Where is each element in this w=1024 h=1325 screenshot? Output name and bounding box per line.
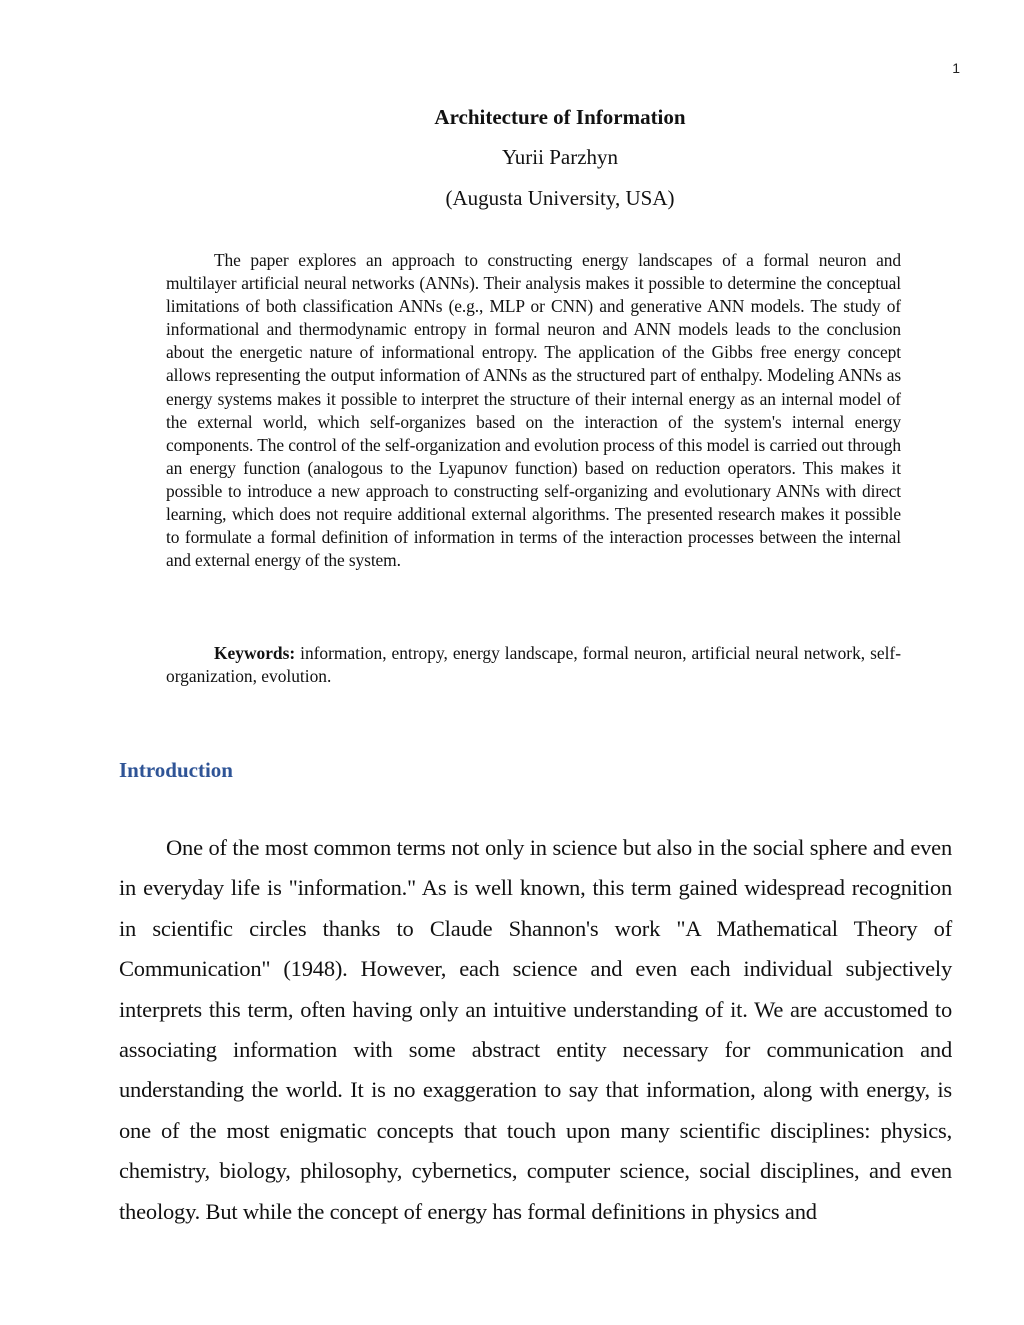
abstract: The paper explores an approach to constructing energy landscapes of a formal neuron and multilayer artificial neural networks (ANNs). Their analysis makes it possible to determine the conceptual limitations of both classification ANNs (e.g., MLP or CNN) and generative ANN models. The study of informational and thermodynamic entropy in formal neuron and ANN models leads to the conclusion about the energetic nature of informational entropy. The application of the Gibbs free energy concept allows representing the output information of ANNs as the structured part of enthalpy. Modeling ANNs as energy systems makes it possible to interpret the structure of their internal energy as an internal model of the external world, which self-organizes based on the interaction of the system's internal energy components. The control of the self-organization and evolution process of this model is carried out through an energy function (analogous to the Lyapunov function) based on reduction operators. This makes it possible to introduce a new approach to constructing self-organizing and evolutionary ANNs with direct learning, which does not require additional external algorithms. The presented research makes it possible to formulate a formal definition of information in terms of the interaction processes between the internal and external energy of the system. [166,250,901,571]
keywords-text: information, entropy, energy landscape, formal neuron, artificial neural network, self-organization, evolution. [166,643,901,687]
paper-title: Architecture of Information [434,105,686,129]
introduction-body: One of the most common terms not only in science but also in the social sphere and even in everyday life is "information." As is well known, this term gained widespread recognition in scientific circles thanks to Claude Shannon's work "A Mathematical Theory of Communication" (1948). However, each science and even each individual subjectively interprets this term, often having only an intuitive understanding of it. We are accustomed to associating information with some abstract entity necessary for communication and understanding the world. It is no exaggeration to say that information, along with energy, is one of the most enigmatic concepts that touch upon many scientific disciplines: physics, chemistry, biology, philosophy, cybernetics, computer science, social disciplines, and even theology. But while the concept of energy has formal definitions in physics and [119,835,952,1224]
page-number: 1 [952,60,960,76]
keywords-label: Keywords: [214,643,296,663]
section-heading-introduction: Introduction [119,758,233,782]
author-affiliation: (Augusta University, USA) [445,186,675,210]
author-name: Yurii Parzhyn [501,145,619,169]
keywords [166,642,901,688]
